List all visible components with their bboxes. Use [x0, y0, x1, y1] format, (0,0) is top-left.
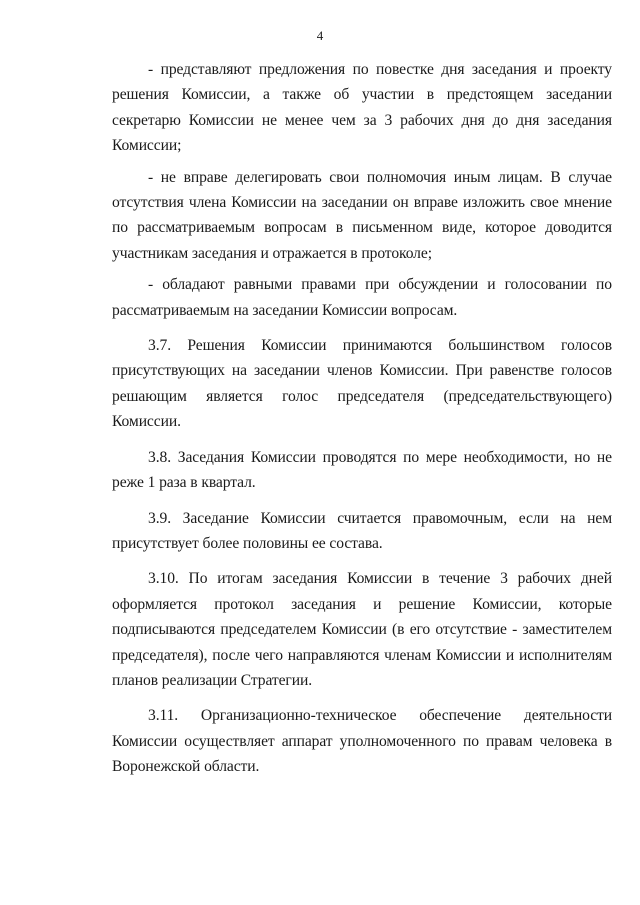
paragraph-3-7: 3.7. Решения Комиссии принимаются большинством голосов присутствующих на заседании членов Комиссии. При равенстве голосов решающим является голос председателя (председательствующего) Комиссии. — [112, 337, 612, 431]
paragraph-delegation: - не вправе делегировать свои полномочия иным лицам. В случае отсутствия члена Комиссии на заседании он вправе изложить свое мнение по рассматриваемым вопросам в письменном виде, которое доводится участникам заседания и отражается в протоколе; — [112, 168, 612, 262]
paragraph-3-9: 3.9. Заседание Комиссии считается правомочным, если на нем присутствует более половины ее состава. — [112, 509, 612, 552]
paragraph-3-8: 3.8. Заседания Комиссии проводятся по мере необходимости, но не реже 1 раза в квартал. — [112, 448, 612, 492]
document-body — [112, 57, 612, 780]
paragraph-3-10: 3.10. По итогам заседания Комиссии в течение 3 рабочих дней оформляется протокол заседания и решение Комиссии, которые подписываются председателем Комиссии (в его отсутствие - заместителем председателя), после чего направляются членам Комиссии и исполнителям планов реализации Стратегии. — [112, 570, 612, 689]
page-number: 4 — [316, 28, 324, 43]
paragraph-3-11: 3.11. Организационно-техническое обеспечение деятельности Комиссии осуществляет аппарат уполномоченного по правам человека в Воронежской области. — [112, 707, 612, 776]
paragraph-proposals: - представляют предложения по повестке дня заседания и проекту решения Комиссии, а также об участии в предстоящем заседании секретарю Комиссии не менее чем за 3 рабочих дня до дня заседания Комиссии; — [112, 61, 612, 155]
paragraph-equal-rights: - обладают равными правами при обсуждении и голосовании по рассматриваемым на заседании Комиссии вопросам. — [112, 276, 612, 319]
